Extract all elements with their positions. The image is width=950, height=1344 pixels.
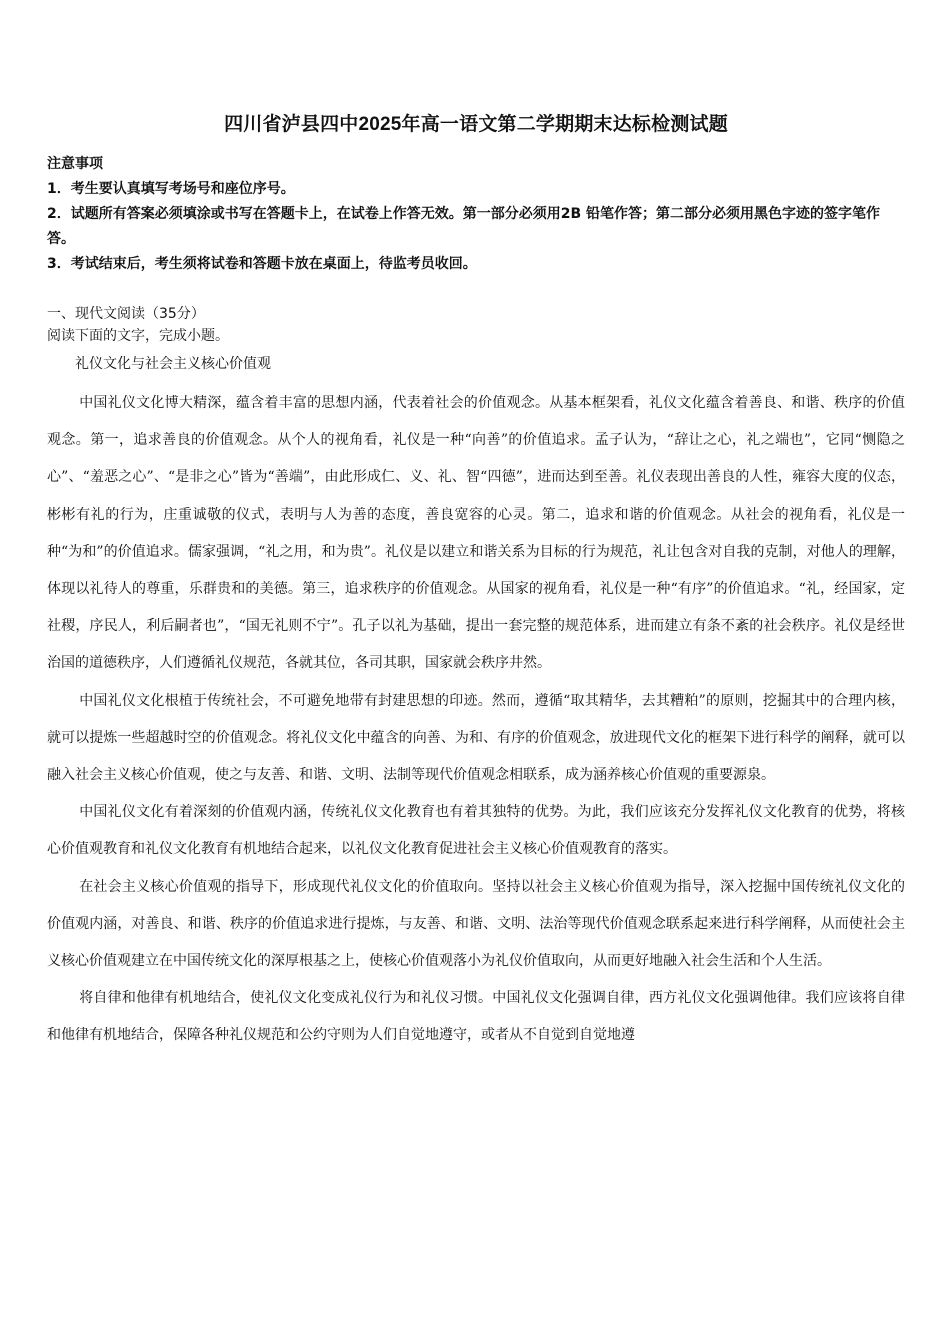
article-paragraph: 中国礼仪文化根植于传统社会，不可避免地带有封建思想的印迹。然而，遵循“取其精华，去其糟粕”的原则，挖掘其中的合理内核，就可以提炼一些超越时空的价值观念。将礼仪文化中蕴含的向善、为和、有序的价值观念，放进现代文化的框架下进行科学的阐释，就可以融入社会主义核心价值观，使之与友善、和谐、文明、法制等现代价值观念相联系，成为涵养核心价值观的重要源泉。 bbox=[47, 692, 905, 784]
article-title: 礼仪文化与社会主义核心价值观 bbox=[75, 356, 271, 372]
article-paragraph: 在社会主义核心价值观的指导下，形成现代礼仪文化的价值取向。坚持以社会主义核心价值观为指导，深入挖掘中国传统礼仪文化的价值观内涵，对善良、和谐、秩序的价值追求进行提炼，与友善、和谐、文明、法治等现代价值观念联系起来进行科学阐释，从而使社会主义核心价值观建立在中国传统文化的深厚根基之上，使核心价值观落小为礼仪价值取向，从而更好地融入社会生活和个人生活。 bbox=[47, 878, 905, 970]
article-paragraph: 中国礼仪文化博大精深，蕴含着丰富的思想内涵，代表着社会的价值观念。从基本框架看，礼仪文化蕴含着善良、和谐、秩序的价值观念。第一，追求善良的价值观念。从个人的视角看，礼仪是一种“向善”的价值追求。孟子认为，“辞让之心，礼之端也”，它同“恻隐之心”、“羞恶之心”、“是非之心”皆为“善端”，由此形成仁、义、礼、智“四德”，进而达到至善。礼仪表现出善良的人性，雍容大度的仪态，彬彬有礼的行为，庄重诚敬的仪式，表明与人为善的态度，善良宽容的心灵。第二，追求和谐的价值观念。从社会的视角看，礼仪是一种“为和”的价值追求。儒家强调，“礼之用，和为贵”。礼仪是以建立和谐关系为目标的行为规范，礼让包含对自我的克制，对他人的理解，体现以礼待人的尊重，乐群贵和的美德。第三，追求秩序的价值观念。从国家的视角看，礼仪是一种“有序”的价值追求。“礼，经国家，定社稷，序民人，利后嗣者也”，“国无礼则不宁”。孔子以礼为基础，提出一套完整的规范体系，进而建立有条不紊的社会秩序。礼仪是经世治国的道德秩序，人们遵循礼仪规范，各就其位，各司其职，国家就会秩序井然。 bbox=[47, 395, 905, 672]
article-paragraph: 将自律和他律有机地结合，使礼仪文化变成礼仪行为和礼仪习惯。中国礼仪文化强调自律，西方礼仪文化强调他律。我们应该将自律和他律有机地结合，保障各种礼仪规范和公约守则为人们自觉地遵守，或者从不自觉到自觉地遵 bbox=[47, 990, 905, 1044]
document-title: 四川省泸县四中2025年高一语文第二学期期末达标检测试题 bbox=[224, 114, 728, 135]
exam-page bbox=[47, 112, 905, 1055]
notice-item: 3．考试结束后，考生须将试卷和答题卡放在桌面上，待监考员收回。 bbox=[47, 256, 477, 272]
notice-heading: 注意事项 bbox=[47, 156, 103, 172]
article-paragraph: 中国礼仪文化有着深刻的价值观内涵，传统礼仪文化教育也有着其独特的优势。为此，我们应该充分发挥礼仪文化教育的优势，将核心价值观教育和礼仪文化教育有机地结合起来，以礼仪文化教育促进社会主义核心价值观教育的落实。 bbox=[47, 804, 905, 858]
section-instruction: 阅读下面的文字，完成小题。 bbox=[47, 328, 229, 344]
notice-item: 1．考生要认真填写考场号和座位序号。 bbox=[47, 181, 295, 197]
notice-item: 2．试题所有答案必须填涂或书写在答题卡上，在试卷上作答无效。第一部分必须用2B 铅笔作答；第二部分必须用黑色字迹的签字笔作答。 bbox=[47, 206, 881, 247]
notice-block bbox=[47, 152, 905, 277]
section-heading: 一、现代文阅读（35分） bbox=[47, 306, 205, 322]
